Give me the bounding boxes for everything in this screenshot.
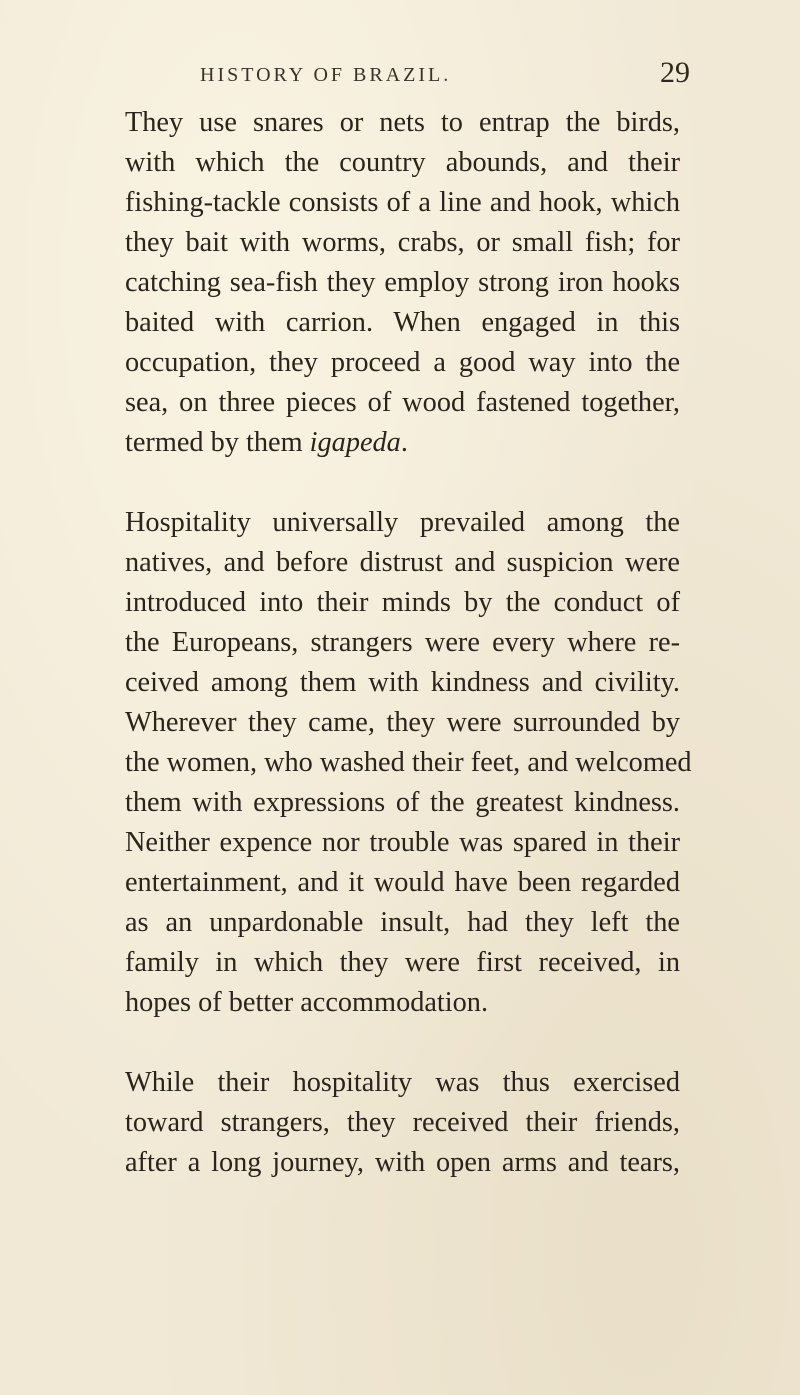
text-line-last: hopes of better accommodation.	[125, 987, 489, 1018]
text-line: family in which they were first received, in	[125, 947, 680, 978]
text-line: baited with carrion. When engaged in this	[125, 307, 680, 338]
text-line: toward strangers, they received their friends,	[125, 1107, 680, 1138]
text-line: sea, on three pieces of wood fastened together,	[125, 387, 680, 418]
text-line: entertainment, and it would have been regarded	[125, 867, 680, 898]
text-line: occupation, they proceed a good way into the	[125, 347, 680, 378]
text-line: They use snares or nets to entrap the birds,	[125, 107, 680, 138]
text-line: ceived among them with kindness and civility.	[125, 667, 680, 698]
body-text	[125, 103, 692, 1183]
text-line: While their hospitality was thus exercised	[125, 1067, 680, 1098]
text-line: Neither expence nor trouble was spared in their	[125, 827, 680, 858]
text-line: fishing-tackle consists of a line and hook, which	[125, 187, 680, 218]
running-title: HISTORY OF BRAZIL.	[200, 64, 452, 86]
text-line: the women, who washed their feet, and welcomed	[125, 747, 692, 778]
text-fragment: .	[400, 427, 408, 458]
text-line-last	[125, 423, 680, 463]
text-line: them with expressions of the greatest kindness.	[125, 787, 680, 818]
text-line: Wherever they came, they were surrounded by	[125, 707, 680, 738]
paragraph-3	[125, 1063, 680, 1183]
page-number: 29	[660, 56, 690, 89]
text-fragment: termed by them	[125, 427, 310, 458]
text-line: Hospitality universally prevailed among the	[125, 507, 680, 538]
text-line: as an unpardonable insult, had they left the	[125, 907, 680, 938]
text-line: catching sea-fish they employ strong iron hooks	[125, 267, 680, 298]
paragraph-2	[125, 503, 692, 1023]
running-head	[110, 56, 690, 96]
italic-term: igapeda	[309, 427, 401, 458]
paragraph-1	[125, 103, 680, 463]
text-line: after a long journey, with open arms and tears,	[125, 1147, 680, 1178]
text-line: with which the country abounds, and their	[125, 147, 680, 178]
text-line: they bait with worms, crabs, or small fish; for	[125, 227, 680, 258]
text-line: natives, and before distrust and suspicion were	[125, 547, 680, 578]
text-line: the Europeans, strangers were every where re-	[125, 627, 680, 658]
text-line: introduced into their minds by the conduct of	[125, 587, 680, 618]
